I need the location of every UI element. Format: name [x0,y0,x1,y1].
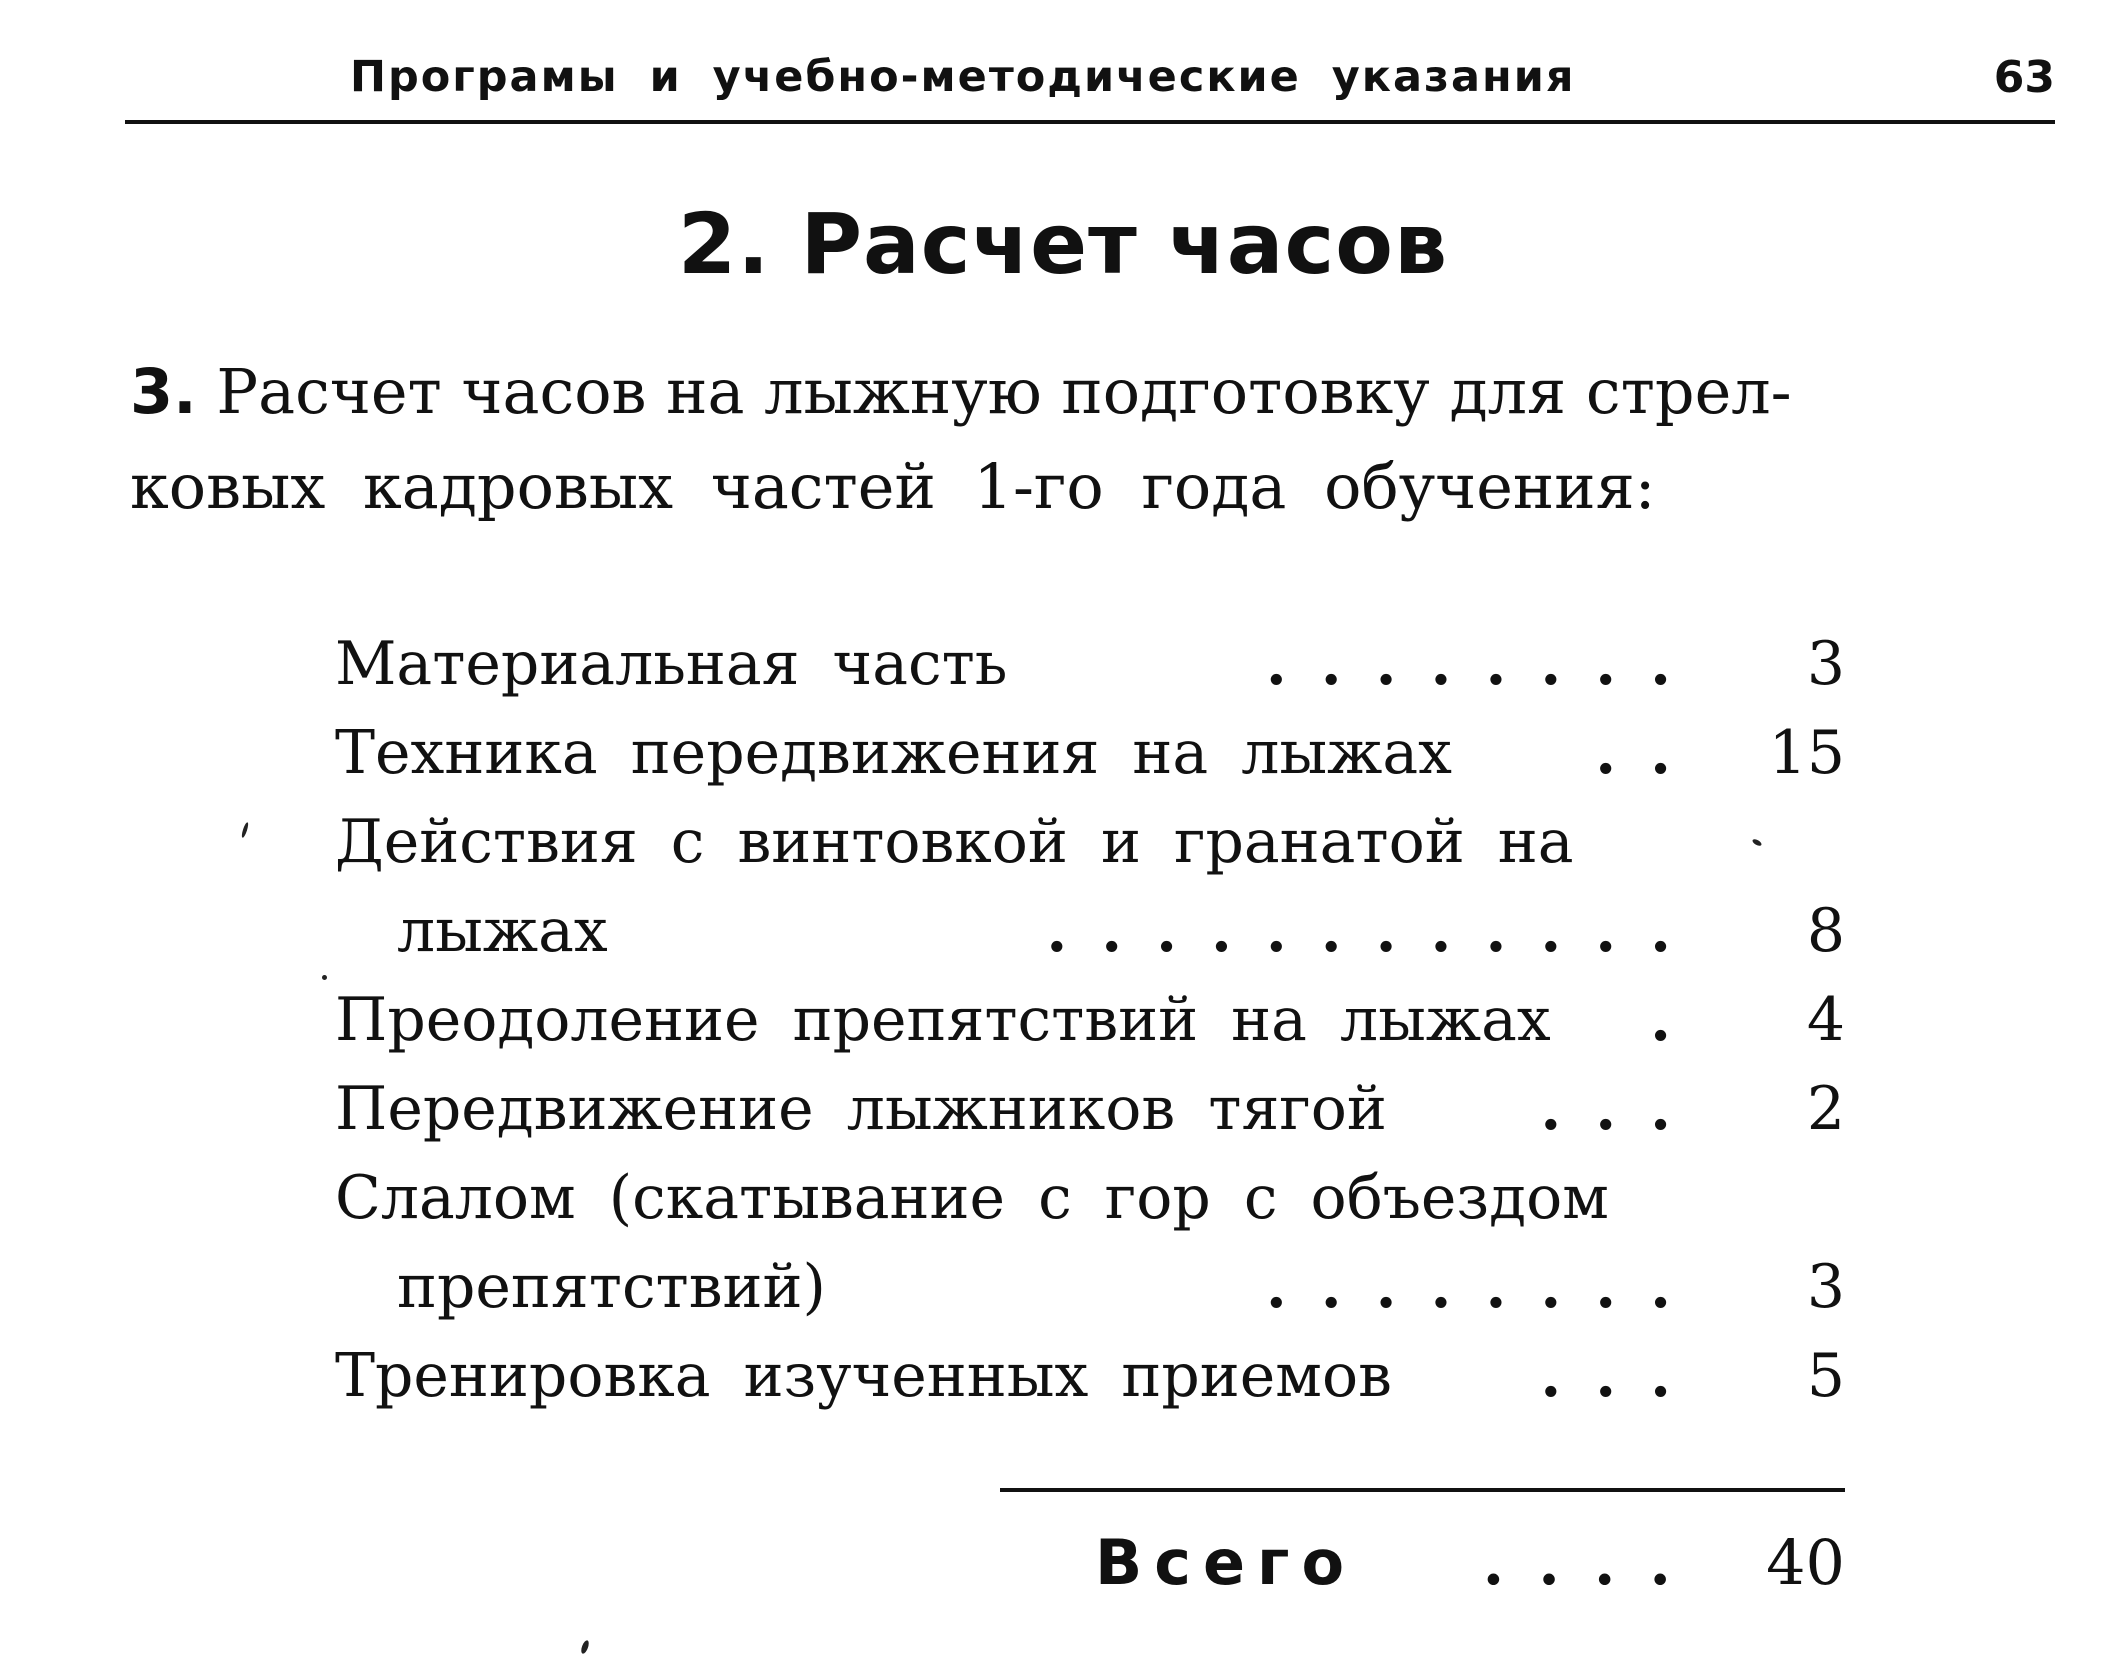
row-label: Материальная часть [335,629,1008,699]
dot-leader: . [1650,985,1705,1055]
hours-row [335,976,1845,1065]
running-title: Програмы и учебно-методические указания [350,52,1576,102]
hours-list [335,620,1845,1421]
row-label: препятствий) [397,1252,826,1322]
row-hours: 8 [1806,896,1845,966]
dot-leader: ... [1540,1341,1705,1411]
section-heading: 2. Расчет часов [677,195,1449,293]
hours-row-continued [335,1243,1845,1332]
dot-leader: ... [1540,1074,1705,1144]
row-label: Тренировка изученных приемов [335,1341,1392,1411]
dot-leader: .. [1595,718,1705,788]
dot-leader: ........ [1265,1252,1705,1322]
scan-speck [241,822,250,838]
hours-row [335,620,1845,709]
hours-row [335,1065,1845,1154]
intro-line-1 [130,355,2055,428]
total-value: 40 [1766,1526,1845,1599]
row-label: Техника передвижения на лыжах [335,718,1452,788]
total-row [1095,1518,1845,1608]
running-header [125,40,2055,124]
row-label: Преодоление препятствий на лыжах [335,985,1551,1055]
row-label: Действия с винтовкой и гранатой на [335,807,1574,877]
total-label: Всего [1095,1526,1357,1599]
dot-leader: .... [1482,1526,1705,1599]
row-hours: 5 [1806,1341,1845,1411]
scan-speck [322,975,327,980]
intro-text-line-1 [130,355,1792,428]
hours-row [335,798,1845,887]
intro-line-2: ковых кадровых частей 1-го года обучения: [130,450,1656,523]
row-hours: 2 [1806,1074,1845,1144]
page-number: 63 [1993,52,2055,103]
row-hours: 3 [1806,1252,1845,1322]
row-label: Слалом (скатывание с гор с объездом [335,1163,1609,1233]
dot-leader: ........ [1265,629,1705,699]
row-hours: 4 [1806,985,1845,1055]
total-divider [1000,1488,1845,1492]
hours-row [335,709,1845,798]
row-hours: 15 [1768,718,1845,788]
hours-row [335,1332,1845,1421]
dot-leader: ............ [1046,896,1705,966]
scan-speck [580,1639,590,1654]
hours-row-continued [335,887,1845,976]
hours-row [335,1154,1845,1243]
row-hours: 3 [1806,629,1845,699]
item-number: 3. [130,355,197,428]
intro-sentence-start: Расчет часов на лыжную подготовку для стрел- [216,355,1792,428]
row-label: Передвижение лыжников тягой [335,1074,1387,1144]
row-label: лыжах [397,896,608,966]
